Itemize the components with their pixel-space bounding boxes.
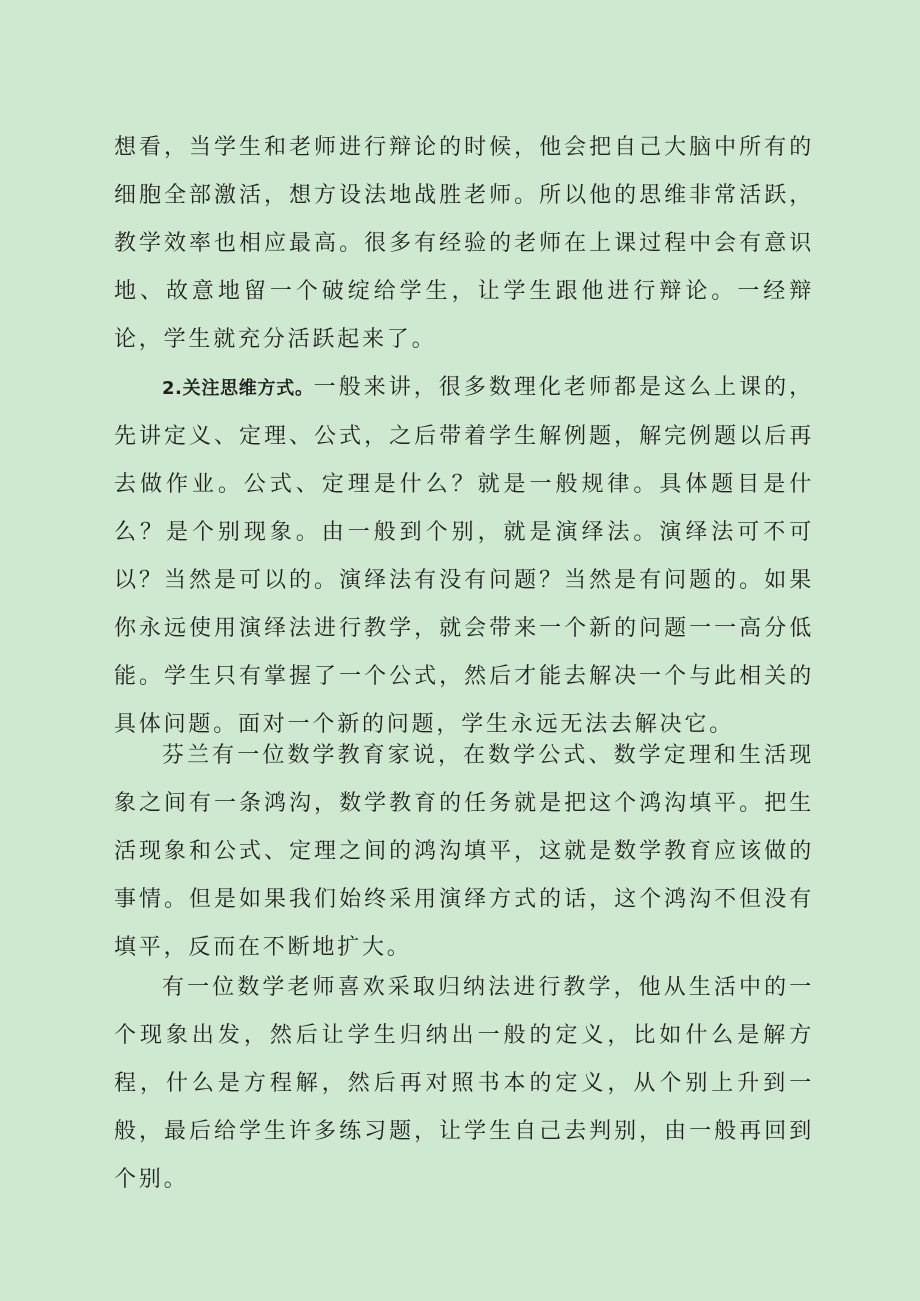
paragraph-induction (114, 964, 814, 1204)
paragraph-text: 想看，当学生和老师进行辩论的时候，他会把自己大脑中所有的细胞全部激活，想方设法地战胜老师。所以他的思维非常活跃，教学效率也相应最高。很多有经验的老师在上课过程中会有意识地、故意地留一个破绽给学生，让学生跟他进行辩论。一经辩论，学生就充分活跃起来了。 (114, 135, 814, 352)
paragraph-debate (114, 124, 814, 364)
section-heading: 2.关注思维方式。 (162, 378, 314, 399)
paragraph-finland (114, 732, 814, 972)
paragraph-text: 一般来讲，很多数理化老师都是这么上课的，先讲定义、定理、公式，之后带着学生解例题，解完例题以后再去做作业。公式、定理是什么？就是一般规律。具体题目是什么？是个别现象。由一般到个别，就是演绎法。演绎法可不可以？当然是可以的。演绎法有没有问题？当然是有问题的。如果你永远使用演绎法进行教学，就会带来一个新的问题一一高分低能。学生只有掌握了一个公式，然后才能去解决一个与此相关的具体问题。面对一个新的问题，学生永远无法去解决它。 (114, 375, 814, 737)
paragraph-thinking-style (114, 364, 814, 749)
paragraph-text: 芬兰有一位数学教育家说，在数学公式、数学定理和生活现象之间有一条鸿沟，数学教育的任务就是把这个鸿沟填平。把生活现象和公式、定理之间的鸿沟填平，这就是数学教育应该做的事情。但是如果我们始终采用演绎方式的话，这个鸿沟不但没有填平，反而在不断地扩大。 (114, 743, 814, 960)
paragraph-text: 有一位数学老师喜欢采取归纳法进行教学，他从生活中的一个现象出发，然后让学生归纳出一般的定义，比如什么是解方程，什么是方程解，然后再对照书本的定义，从个别上升到一般，最后给学生许多练习题，让学生自己去判别，由一般再回到个别。 (114, 975, 814, 1192)
